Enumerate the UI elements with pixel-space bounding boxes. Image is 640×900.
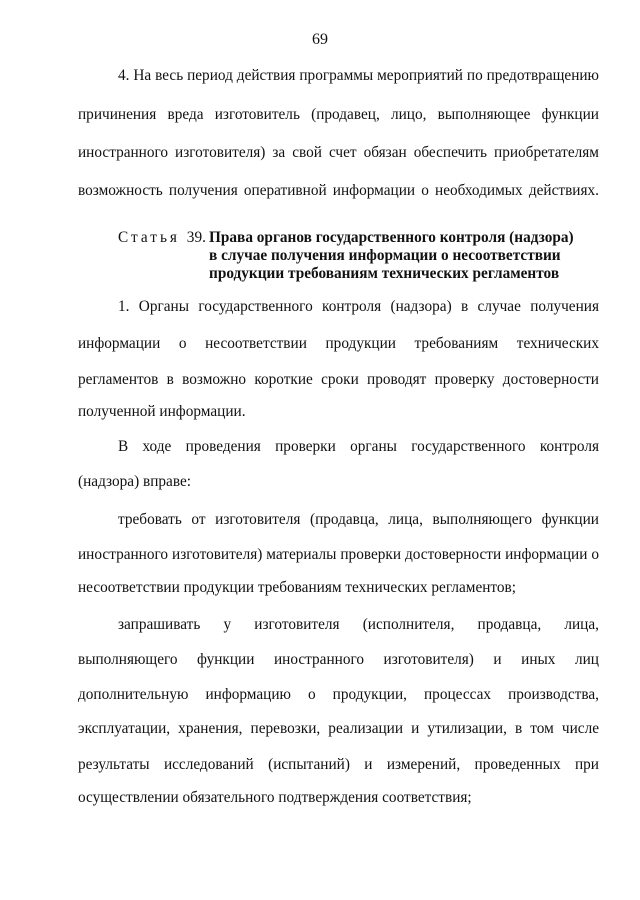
paragraph-request-line: результаты исследований (испытаний) и измерений, проведенных при [78, 756, 599, 773]
paragraph-check-line: (надзора) вправе: [78, 473, 192, 490]
paragraph-request-line: эксплуатации, хранения, перевозки, реализации и утилизации, в том числе [78, 720, 599, 737]
paragraph-require-line: иностранного изготовителя) материалы проверки достоверности информации о [78, 546, 599, 563]
article-label-text: Статья [118, 229, 180, 246]
paragraph-1-line: информации о несоответствии продукции требованиям технических [78, 335, 599, 352]
paragraph-1-line: регламентов в возможно короткие сроки проводят проверку достоверности [78, 371, 599, 388]
paragraph-1-line: полученной информации. [78, 403, 246, 420]
paragraph-require-line: несоответствии продукции требованиям технических регламентов; [78, 579, 517, 596]
paragraph-require-line: требовать от изготовителя (продавца, лица, выполняющего функции [118, 511, 599, 528]
paragraph-request-line: выполняющего функции иностранного изготовителя) и иных лиц [78, 651, 599, 668]
article-title-line: продукции требованиям технических регламентов [209, 265, 560, 282]
article-title-line: Права органов государственного контроля (надзора) [209, 229, 574, 246]
paragraph-request-line: запрашивать у изготовителя (исполнителя, продавца, лица, [118, 616, 599, 633]
article-number: 39. [186, 229, 206, 246]
paragraph-request-line: дополнительную информацию о продукции, процессах производства, [78, 686, 599, 703]
article-title-line: в случае получения информации о несоответствии [209, 247, 561, 264]
paragraph-1-line: 1. Органы государственного контроля (надзора) в случае получения [118, 298, 599, 315]
paragraph-4-line: иностранного изготовителя) за свой счет обязан обеспечить приобретателям [78, 144, 599, 161]
page-number: 69 [312, 31, 328, 48]
paragraph-4-line: причинения вреда изготовитель (продавец, лицо, выполняющее функции [78, 106, 599, 123]
paragraph-request-line: осуществлении обязательного подтверждения соответствия; [78, 789, 472, 806]
paragraph-4-line: возможность получения оперативной информации о необходимых действиях. [78, 182, 599, 199]
paragraph-4-line: 4. На весь период действия программы мероприятий по предотвращению [118, 67, 599, 84]
article-heading-label [118, 228, 206, 248]
paragraph-check-line: В ходе проведения проверки органы государственного контроля [118, 438, 599, 455]
